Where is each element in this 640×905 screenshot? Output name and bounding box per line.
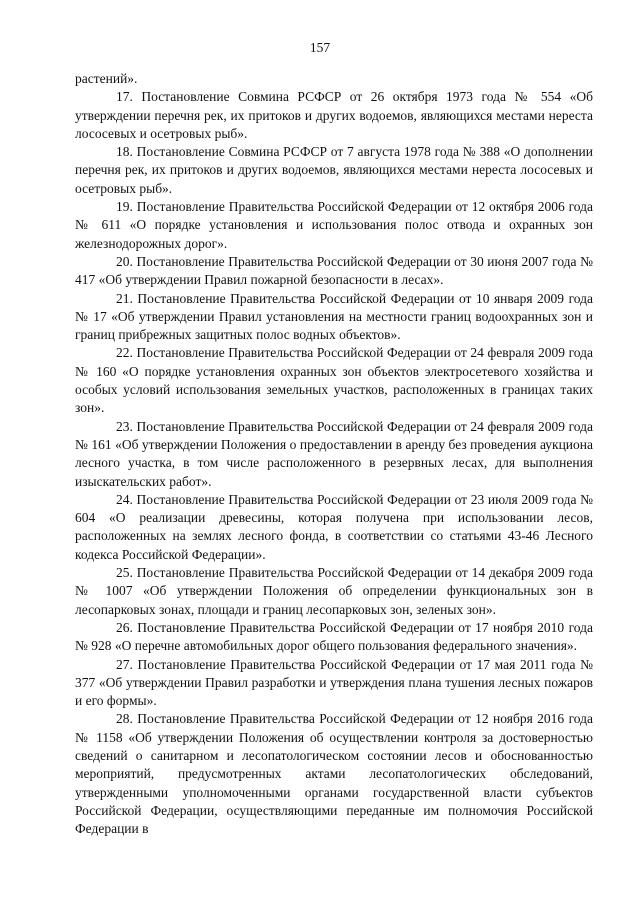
list-item xyxy=(75,88,593,143)
item-text: Постановление Правительства Российской Федерации от 12 октября 2006 года № 611 «О порядке установления и использования полос отвода и охранных зон железнодорожных дорог». xyxy=(75,199,593,251)
item-number: 24. xyxy=(116,491,133,507)
list-item xyxy=(75,656,593,711)
item-number: 26. xyxy=(116,619,133,635)
list-item xyxy=(75,564,593,619)
list-item xyxy=(75,198,593,253)
item-text: Постановление Правительства Российской Федерации от 23 июля 2009 года № 604 «О реализации древесины, которая получена при использовании лесов, расположенных на землях лесного фонда, в соответствии со статьями 43-46 Лесного кодекса Российской Федерации». xyxy=(75,491,594,562)
page-number: 157 xyxy=(309,40,331,55)
item-text: Постановление Правительства Российской Федерации от 17 мая 2011 года № 377 «Об утверждении Правил разработки и утверждения плана тушения лесных пожаров и его формы». xyxy=(75,656,593,709)
list-item xyxy=(75,619,593,656)
item-number: 27. xyxy=(116,656,133,672)
item-number: 19. xyxy=(116,199,133,215)
item-text: Постановление Правительства Российской Федерации от 30 июня 2007 года № 417 «Об утверждении Правил пожарной безопасности в лесах». xyxy=(75,253,593,288)
item-number: 23. xyxy=(116,418,133,434)
item-number: 17. xyxy=(116,89,133,105)
item-text: Постановление Правительства Российской Федерации от 12 ноября 2016 года № 1158 «Об утверждении Положения об осуществлении контроля за достоверностью сведений о санитарном и лесопатологическом состоянии лесов и обоснованностью мероприятий, предусмотренных актами лесопатологических обследований, утвержденными уполномоченными органами государственной власти субъектов Российской Федерации, осуществляющими переданные им полномочия Российской Федерации в xyxy=(75,711,593,837)
list-item xyxy=(75,344,593,417)
item-text: Постановление Совмина РСФСР от 7 августа 1978 года № 388 «О дополнении перечня рек, их притоков и других водоемов, являющихся местами нереста лососевых и осетровых рыб». xyxy=(75,144,593,196)
item-text: Постановление Правительства Российской Федерации от 10 января 2009 года № 17 «Об утверждении Правил установления на местности границ водоохранных зон и границ прибрежных защитных полос водных объектов». xyxy=(75,290,594,343)
item-text: Постановление Правительства Российской Федерации от 24 февраля 2009 года № 160 «О порядке установления охранных зон объектов электросетевого хозяйства и особых условий использования земельных участков, расположенных в границах таких зон». xyxy=(75,345,593,416)
item-text: Постановление Правительства Российской Федерации от 17 ноября 2010 года № 928 «О перечне автомобильных дорог общего пользования федерального значения». xyxy=(75,619,593,654)
item-number: 25. xyxy=(116,565,133,581)
list-item xyxy=(75,491,593,564)
list-item xyxy=(75,253,593,290)
item-text: Постановление Совмина РСФСР от 26 октября 1973 года № 554 «Об утверждении перечня рек, их притоков и других водоемов, являющихся местами нереста лососевых и осетровых рыб». xyxy=(75,89,593,141)
item-text: Постановление Правительства Российской Федерации от 24 февраля 2009 года № 161 «Об утверждении Положения о предоставлении в аренду без проведения аукциона лесного участка, в том числе расположенного в резервных лесах, для выполнения изыскательских работ». xyxy=(75,418,593,489)
item-text: Постановление Правительства Российской Федерации от 14 декабря 2009 года № 1007 «Об утверждении Положения об определении функциональных зон в лесопарковых зонах, площади и границ лесопарковых зон, зеленых зон». xyxy=(75,565,594,617)
list-item xyxy=(75,290,593,345)
item-number: 28. xyxy=(116,711,133,727)
list-item xyxy=(75,418,593,491)
item-number: 18. xyxy=(116,144,133,160)
continuation-text: растений». xyxy=(75,71,138,86)
item-number: 21. xyxy=(116,290,133,306)
document-body xyxy=(75,70,593,838)
item-number: 22. xyxy=(116,345,133,361)
list-item xyxy=(75,143,593,198)
item-number: 20. xyxy=(116,253,133,269)
list-item xyxy=(75,710,593,838)
